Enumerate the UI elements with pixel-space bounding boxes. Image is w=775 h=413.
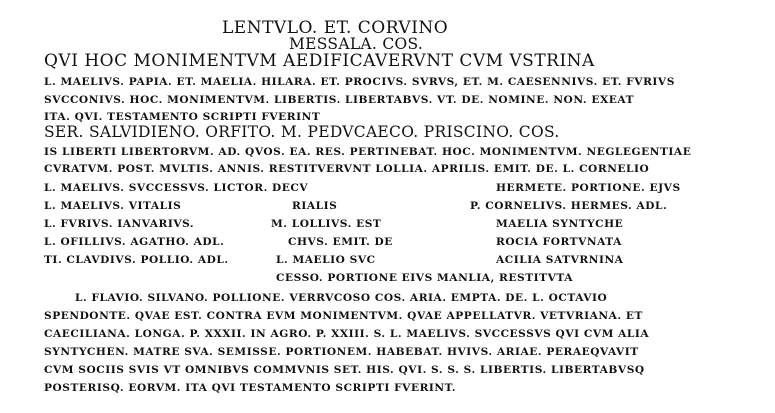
col1-row-2: L. MAELIVS. VITALIS [44,200,182,212]
col2-row-3: M. LOLLIVS. EST [271,218,382,230]
col3-row-3: MAELIA SYNTYCHE [496,218,624,230]
inscription-tail-2: SPENDONTE. QVAE EST. CONTRA EVM MONIMENTVM. QVAE APPELLATVR. VETVRIANA. ET [44,310,643,322]
col1-row-1: L. MAELIVS. SVCCESSVS. LICTOR. DECV [44,182,309,194]
col3-row-4: ROCIA FORTVNATA [496,236,622,248]
heading-line-2: MESSALA. COS. [289,35,424,53]
col1-row-4: L. OFILLIVS. AGATHO. ADL. [44,236,225,248]
col2-row-4: CHVS. EMIT. DE [288,236,393,248]
inscription-line-5: SVCCONIVS. HOC. MONIMENTVM. LIBERTIS. LIBERTABVS. VT. DE. NOMINE. NON. EXEAT [44,94,635,106]
inscription-tail-6: POSTERISQ. EORVM. ITA QVI TESTAMENTO SCRIPTI FVERINT. [44,382,456,394]
heading-line-1: LENTVLO. ET. CORVINO [222,18,449,38]
inscription-line-7: SER. SALVIDIENO. ORFITO. M. PEDVCAECO. PRISCINO. COS. [44,123,560,141]
inscription-line-3: QVI HOC MONIMENTVM AEDIFICAVERVNT CVM VSTRINA [44,51,595,71]
inscription-line-6: ITA. QVI. TESTAMENTO SCRIPTI FVERINT [44,111,321,123]
col3-row-5: ACILIA SATVRNINA [496,254,624,266]
inscription-tail-4: SYNTYCHEN. MATRE SVA. SEMISSE. PORTIONEM. HABEBAT. HVIVS. ARIAE. PERAEQVAVIT [44,346,639,358]
col3-row-2: P. CORNELIVS. HERMES. ADL. [470,200,668,212]
inscription-tail-1: L. FLAVIO. SILVANO. POLLIONE. VERRVCOSO COS. ARIA. EMPTA. DE. L. OCTAVIO [75,292,608,304]
inscription-line-4: L. MAELIVS. PAPIA. ET. MAELIA. HILARA. ET. PROCIVS. SVRVS, ET. M. CAESENNIVS. ET. FVRIVS [44,76,675,88]
col1-row-5: TI. CLAVDIVS. POLLIO. ADL. [44,254,229,266]
col3-row-1: HERMETE. PORTIONE. EJVS [496,182,681,194]
inscription-tail-5: CVM SOCIIS SVIS VT OMNIBVS COMMVNIS SET. HIS. QVI. S. S. S. LIBERTIS. LIBERTABVSQ [44,364,645,376]
inscription-line-8: IS LIBERTI LIBERTORVM. AD. QVOS. EA. RES. PERTINEBAT. HOC. MONIMENTVM. NEGLEGENTIAE [44,146,692,158]
col1-row-3: L. FVRIVS. IANVARIVS. [44,218,195,230]
col2-row-5: L. MAELIO SVC [276,254,376,266]
col2-row-2: RIALIS [292,200,338,212]
inscription-tail-3: CAECILIANA. LONGA. P. XXXII. IN AGRO. P. XXIII. S. L. MAELIVS. SVCCESSVS QVI CVM ALIA [44,328,650,340]
inscription-line-9: CVRATVM. POST. MVLTIS. ANNIS. RESTITVERVNT LOLLIA. APRILIS. EMIT. DE. L. CORNELIO [44,163,650,175]
cesso-line: CESSO. PORTIONE EIVS MANLIA, RESTITVTA [276,272,573,284]
